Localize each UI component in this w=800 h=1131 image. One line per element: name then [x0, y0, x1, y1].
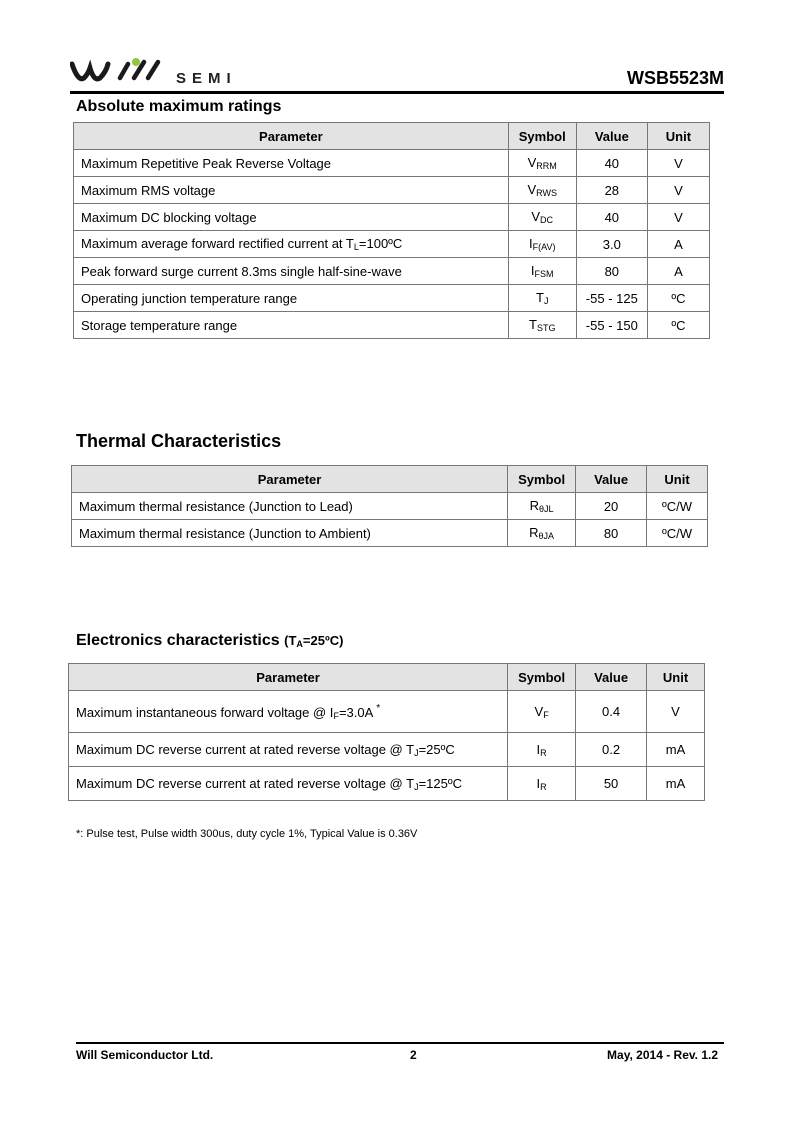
param-cell: [69, 733, 508, 767]
unit-cell: V: [647, 177, 709, 204]
footer-page-number: 2: [410, 1048, 417, 1062]
param-cell: [69, 691, 508, 733]
symbol-sub: R: [540, 781, 547, 792]
table-row: [74, 285, 710, 312]
header-symbol: Symbol: [508, 664, 576, 691]
value-cell: 3.0: [576, 231, 647, 258]
symbol-sub: J: [543, 296, 549, 306]
header-parameter: Parameter: [72, 466, 508, 493]
table-row: [69, 733, 705, 767]
symbol-cell: [508, 493, 576, 520]
header-symbol: Symbol: [508, 123, 576, 150]
electrical-table: [68, 663, 705, 801]
value-cell: 80: [576, 520, 647, 547]
param-sub: J: [414, 747, 419, 758]
header-unit: Unit: [647, 664, 705, 691]
header-value: Value: [576, 664, 647, 691]
symbol-main: V: [531, 209, 541, 224]
electrical-title: [76, 632, 343, 650]
value-cell: 20: [576, 493, 647, 520]
symbol-sub: θJA: [538, 531, 555, 541]
param-cell: [74, 231, 509, 258]
table-header-row: [74, 123, 710, 150]
unit-cell: ºC/W: [647, 520, 708, 547]
table-row: [74, 177, 710, 204]
value-cell: -55 - 125: [576, 285, 647, 312]
value-cell: 0.4: [576, 691, 647, 733]
unit-cell: V: [647, 691, 705, 733]
cond-post: =25ºC): [302, 633, 344, 648]
will-logo-icon: [70, 56, 170, 86]
unit-cell: A: [647, 258, 709, 285]
unit-cell: ºC: [647, 285, 709, 312]
unit-cell: mA: [647, 767, 705, 801]
param-text: Maximum instantaneous forward voltage @ I: [76, 704, 334, 720]
table-row: [74, 312, 710, 339]
unit-cell: A: [647, 231, 709, 258]
footer-revision: May, 2014 - Rev. 1.2: [607, 1048, 718, 1062]
symbol-cell: [508, 177, 576, 204]
symbol-main: R: [529, 525, 539, 540]
symbol-sub: STG: [536, 323, 556, 333]
param-sub: F: [333, 710, 339, 721]
param-cell: Maximum RMS voltage: [74, 177, 509, 204]
value-cell: 50: [576, 767, 647, 801]
symbol-main: T: [535, 290, 544, 305]
value-cell: 0.2: [576, 733, 647, 767]
symbol-cell: [508, 520, 576, 547]
param-text: Maximum DC reverse current at rated reverse voltage @ T: [76, 775, 415, 791]
symbol-sub: F: [543, 709, 549, 720]
param-cell: Maximum DC blocking voltage: [74, 204, 509, 231]
header-unit: Unit: [647, 123, 709, 150]
param-cell: Maximum Repetitive Peak Reverse Voltage: [74, 150, 509, 177]
param-sub: J: [414, 781, 419, 792]
symbol-cell: [508, 312, 576, 339]
table-row: [72, 493, 708, 520]
param-text-post: =125ºC: [418, 775, 462, 791]
symbol-sub: FSM: [534, 269, 554, 279]
footer-company: Will Semiconductor Ltd.: [76, 1048, 214, 1062]
footnote-marker: *: [376, 702, 381, 714]
absolute-max-title: Absolute maximum ratings: [76, 98, 282, 115]
param-cell: Peak forward surge current 8.3ms single half-sine-wave: [74, 258, 509, 285]
header-unit: Unit: [647, 466, 708, 493]
symbol-cell: [508, 204, 576, 231]
table-row: [74, 204, 710, 231]
param-cell: [69, 767, 508, 801]
symbol-cell: [508, 231, 576, 258]
symbol-main: V: [527, 182, 537, 197]
electrical-title-text: Electronics characteristics: [76, 632, 280, 649]
param-cell: Storage temperature range: [74, 312, 509, 339]
symbol-cell: [508, 767, 576, 801]
company-logo: [70, 56, 260, 86]
param-text-post: =25ºC: [418, 741, 455, 757]
param-text-post: =3.0A: [338, 704, 374, 720]
thermal-table: [71, 465, 708, 547]
unit-cell: ºC: [647, 312, 709, 339]
param-cell: Maximum thermal resistance (Junction to Lead): [72, 493, 508, 520]
table-row: [69, 691, 705, 733]
symbol-main: V: [534, 703, 544, 719]
value-cell: -55 - 150: [576, 312, 647, 339]
param-text: Maximum average forward rectified current at T: [81, 236, 354, 251]
unit-cell: ºC/W: [647, 493, 708, 520]
symbol-main: I: [536, 775, 541, 791]
unit-cell: mA: [647, 733, 705, 767]
symbol-cell: [508, 258, 576, 285]
thermal-title: Thermal Characteristics: [76, 431, 282, 451]
table-row: [72, 520, 708, 547]
header-parameter: Parameter: [69, 664, 508, 691]
symbol-cell: [508, 733, 576, 767]
unit-cell: V: [647, 150, 709, 177]
symbol-main: I: [530, 263, 535, 278]
value-cell: 40: [576, 204, 647, 231]
value-cell: 28: [576, 177, 647, 204]
table-row: [74, 258, 710, 285]
symbol-cell: [508, 691, 576, 733]
symbol-main: I: [536, 741, 541, 757]
table-row: [69, 767, 705, 801]
table-row: [74, 150, 710, 177]
cond-pre: (T: [284, 633, 297, 648]
page-header: [70, 56, 724, 94]
logo-text: SEMI: [176, 70, 237, 87]
absolute-max-table: [73, 122, 710, 339]
header-value: Value: [576, 123, 647, 150]
param-text: Maximum DC reverse current at rated reverse voltage @ T: [76, 741, 415, 757]
param-sub: L: [353, 242, 359, 252]
table-row: [74, 231, 710, 258]
test-condition: [284, 633, 343, 648]
header-value: Value: [576, 466, 647, 493]
header-divider: [70, 91, 724, 94]
symbol-sub: θJL: [539, 504, 554, 514]
symbol-sub: DC: [540, 215, 554, 225]
table-header-row: [72, 466, 708, 493]
symbol-sub: RWS: [536, 188, 557, 198]
header-parameter: Parameter: [74, 123, 509, 150]
symbol-cell: [508, 150, 576, 177]
table-header-row: [69, 664, 705, 691]
footnote: *: Pulse test, Pulse width 300us, duty cycle 1%, Typical Value is 0.36V: [76, 828, 418, 840]
param-text-post: =100ºC: [358, 236, 403, 251]
symbol-sub: R: [540, 747, 547, 758]
param-cell: Maximum thermal resistance (Junction to Ambient): [72, 520, 508, 547]
symbol-main: I: [528, 236, 533, 251]
value-cell: 40: [576, 150, 647, 177]
footer-divider: [76, 1042, 724, 1044]
header-symbol: Symbol: [508, 466, 576, 493]
part-number: WSB5523M: [626, 68, 724, 88]
param-cell: Operating junction temperature range: [74, 285, 509, 312]
cond-sub: A: [296, 639, 303, 649]
symbol-cell: [508, 285, 576, 312]
value-cell: 80: [576, 258, 647, 285]
symbol-sub: RRM: [536, 161, 557, 171]
symbol-main: R: [529, 498, 540, 513]
symbol-main: T: [528, 317, 537, 332]
symbol-sub: F(AV): [532, 242, 556, 252]
symbol-main: V: [527, 155, 537, 170]
unit-cell: V: [647, 204, 709, 231]
